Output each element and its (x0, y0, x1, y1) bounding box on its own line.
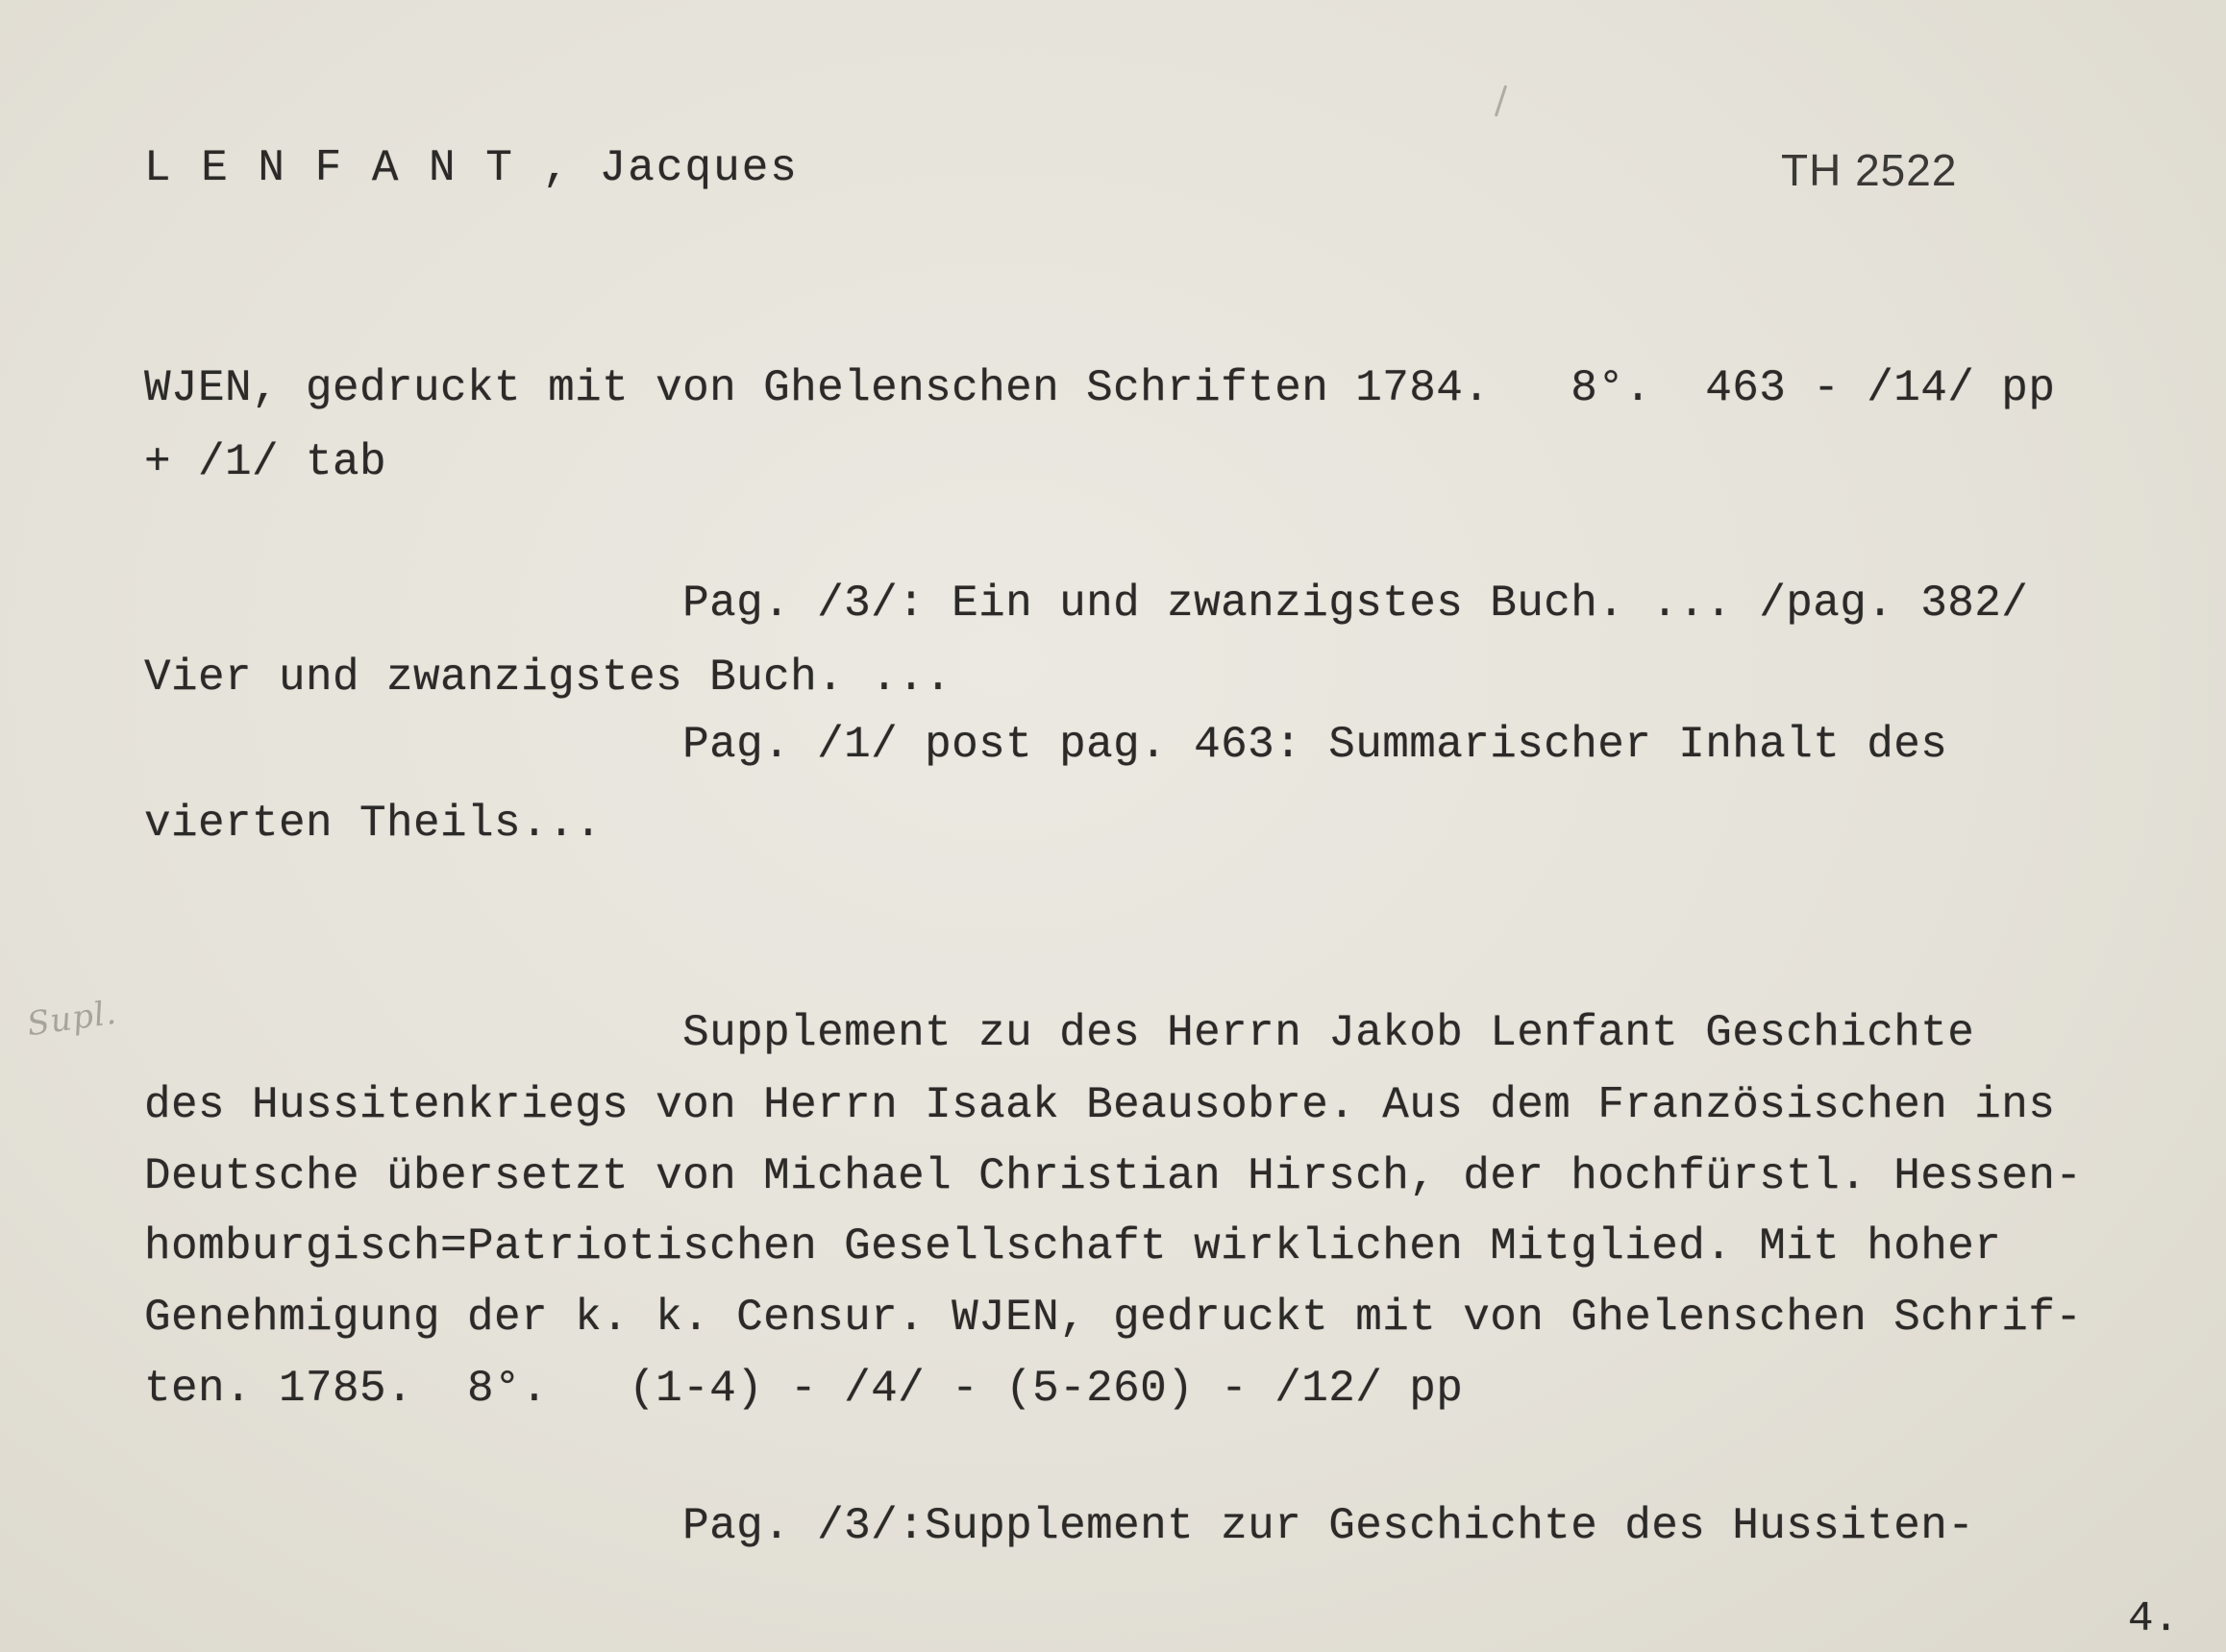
supplement-line: Deutsche übersetzt von Michael Christian Hirsch, der hochfürstl. Hessen- (144, 1151, 2083, 1201)
contents-line: Pag. /1/ post pag. 463: Summarischer Inhalt des (144, 720, 1948, 770)
call-number: TH 2522 (1781, 145, 1958, 195)
card-number: 4. (2128, 1595, 2179, 1643)
pencil-stroke-mark (1495, 85, 1507, 116)
supplement-line: homburgisch=Patriotischen Gesellschaft wirklichen Mitglied. Mit hoher (144, 1221, 2002, 1271)
supplement-line: Supplement zu des Herrn Jakob Lenfant Geschichte (144, 1008, 1975, 1058)
contents-line: vierten Theils... (144, 799, 603, 849)
supplement-line: Genehmigung der k. k. Censur. WJEN, gedruckt mit von Ghelenschen Schrif- (144, 1293, 2083, 1343)
contents-line: Vier und zwanzigstes Buch. ... (144, 653, 952, 703)
imprint-line: WJEN, gedruckt mit von Ghelenschen Schriften 1784. 8°. 463 - /14/ pp (144, 363, 2056, 413)
imprint-line: + /1/ tab (144, 437, 387, 487)
supplement-line: ten. 1785. 8°. (1-4) - /4/ - (5-260) - /12/ pp (144, 1364, 1464, 1414)
supplement-line: des Hussitenkriegs von Herrn Isaak Beausobre. Aus dem Französischen ins (144, 1080, 2056, 1130)
author-heading: L E N F A N T , Jacques (144, 143, 799, 193)
contents-line: Pag. /3/: Ein und zwanzigstes Buch. ... /pag. 382/ (144, 579, 2029, 629)
margin-note: Supl. (24, 993, 119, 1045)
final-line: Pag. /3/:Supplement zur Geschichte des Hussiten- (144, 1501, 1975, 1551)
